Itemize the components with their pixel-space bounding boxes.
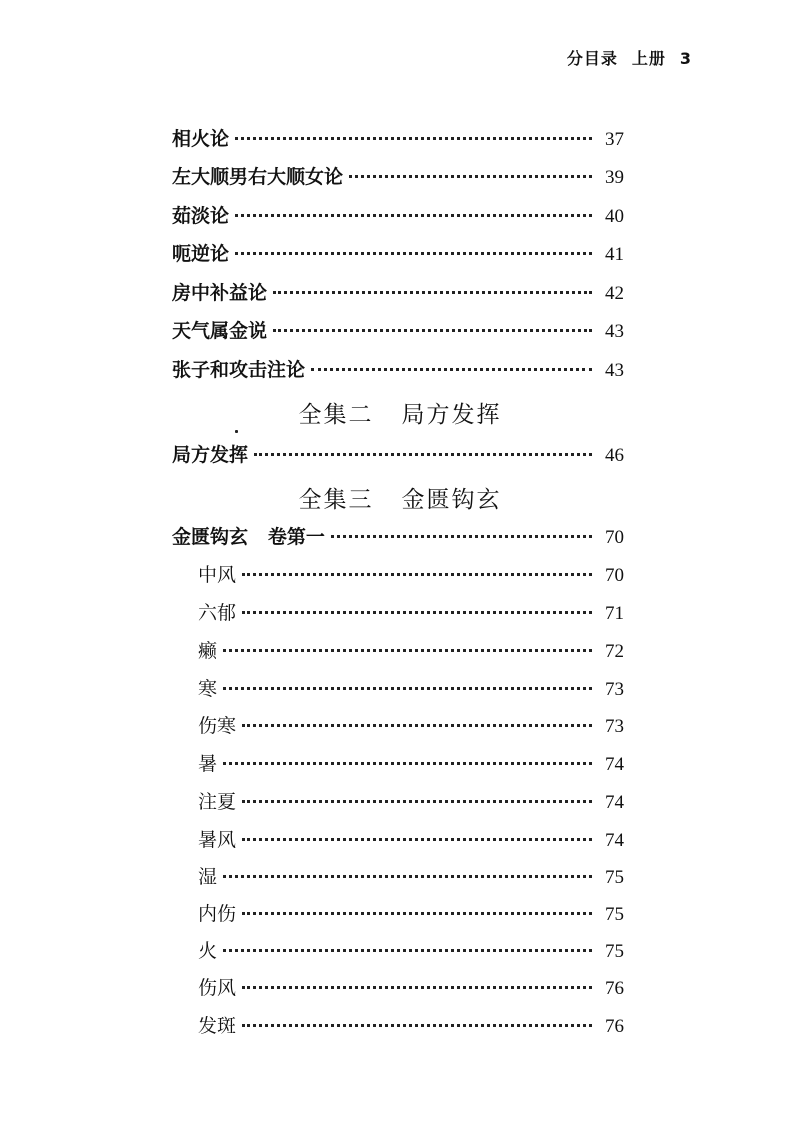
dot-leader	[311, 368, 592, 371]
toc-entry[interactable]	[172, 239, 624, 269]
toc-entry[interactable]	[172, 355, 624, 385]
toc-entry-page: 43	[605, 321, 624, 342]
toc-entry-title: 伤寒	[198, 715, 237, 737]
section-heading-number: 全集三	[298, 487, 374, 513]
toc-entry-page: 71	[605, 603, 624, 624]
header-page-number: 3	[679, 49, 692, 68]
toc-entry-page: 75	[605, 867, 624, 888]
toc-entry-page: 74	[605, 754, 624, 775]
dot-leader	[235, 214, 592, 217]
dot-leader	[331, 535, 592, 538]
toc-subentry[interactable]	[198, 973, 624, 1003]
dot-leader	[223, 762, 592, 765]
toc-entry-page: 70	[605, 527, 624, 548]
dot-leader	[235, 252, 592, 255]
toc-entry[interactable]	[172, 201, 624, 231]
print-speck	[235, 430, 238, 433]
toc-entry-title: 湿	[198, 866, 218, 888]
toc-entry-page: 41	[605, 244, 624, 265]
dot-leader	[242, 986, 592, 989]
header-section: 分目录	[566, 49, 618, 68]
toc-entry-page: 37	[605, 129, 624, 150]
toc-entry-page: 76	[605, 978, 624, 999]
toc-subentry[interactable]	[198, 862, 624, 892]
dot-leader	[349, 175, 592, 178]
toc-subentry[interactable]	[198, 936, 624, 966]
toc-entry-page: 74	[605, 792, 624, 813]
section-heading-title: 局方发挥	[401, 402, 502, 428]
toc-entry-title: 发斑	[198, 1015, 237, 1037]
toc-subentry[interactable]	[198, 598, 624, 628]
toc-entry-title: 火	[198, 940, 218, 962]
toc-entry[interactable]	[172, 124, 624, 154]
toc-entry-title: 茹淡论	[172, 205, 230, 227]
dot-leader	[273, 291, 592, 294]
toc-entry-page: 73	[605, 716, 624, 737]
dot-leader	[242, 611, 592, 614]
dot-leader	[235, 137, 592, 140]
toc-entry-title: 张子和攻击注论	[172, 359, 306, 381]
toc-entry[interactable]	[172, 316, 624, 346]
toc-entry[interactable]	[172, 440, 624, 470]
toc-entry-page: 40	[605, 206, 624, 227]
toc-entry-page: 74	[605, 830, 624, 851]
dot-leader	[254, 453, 592, 456]
toc-entry-page: 70	[605, 565, 624, 586]
toc-chapter-entry[interactable]	[172, 522, 624, 552]
toc-entry-page: 75	[605, 904, 624, 925]
dot-leader	[242, 724, 592, 727]
toc-subentry[interactable]	[198, 787, 624, 817]
dot-leader	[242, 1024, 592, 1027]
dot-leader	[242, 912, 592, 915]
section-heading	[0, 396, 800, 429]
toc-entry-title: 癞	[198, 640, 218, 662]
header-volume: 上册	[631, 49, 666, 68]
dot-leader	[223, 687, 592, 690]
toc-subentry[interactable]	[198, 899, 624, 929]
toc-entry-title: 局方发挥	[172, 444, 249, 466]
toc-entry-title: 相火论	[172, 128, 230, 150]
toc-subentry[interactable]	[198, 674, 624, 704]
section-heading-title: 金匮钩玄	[401, 487, 502, 513]
section-heading	[0, 481, 800, 514]
toc-entry-title: 内伤	[198, 903, 237, 925]
toc-entry-title: 注夏	[198, 791, 237, 813]
toc-subentry[interactable]	[198, 636, 624, 666]
toc-entry-title: 金匮钩玄 卷第一	[172, 526, 325, 548]
toc-entry-page: 39	[605, 167, 624, 188]
toc-entry-title: 暑	[198, 753, 218, 775]
toc-subentry[interactable]	[198, 711, 624, 741]
toc-entry-title: 寒	[198, 678, 218, 700]
toc-entry-title: 伤风	[198, 977, 237, 999]
dot-leader	[242, 838, 592, 841]
toc-entry-title: 呃逆论	[172, 243, 230, 265]
toc-entry-page: 46	[605, 445, 624, 466]
toc-entry-page: 76	[605, 1016, 624, 1037]
toc-entry-page: 72	[605, 641, 624, 662]
dot-leader	[242, 800, 592, 803]
dot-leader	[273, 329, 592, 332]
dot-leader	[223, 649, 592, 652]
toc-entry-title: 暑风	[198, 829, 237, 851]
toc-entry-title: 左大顺男右大顺女论	[172, 166, 344, 188]
toc-entry-title: 天气属金说	[172, 320, 268, 342]
toc-entry-page: 75	[605, 941, 624, 962]
toc-entry-title: 中风	[198, 564, 237, 586]
toc-entry-title: 房中补益论	[172, 282, 268, 304]
toc-entry[interactable]	[172, 162, 624, 192]
dot-leader	[223, 875, 592, 878]
toc-entry-page: 73	[605, 679, 624, 700]
section-heading-number: 全集二	[298, 402, 374, 428]
toc-entry-title: 六郁	[198, 602, 237, 624]
toc-entry[interactable]	[172, 278, 624, 308]
toc-subentry[interactable]	[198, 825, 624, 855]
toc-subentry[interactable]	[198, 749, 624, 779]
dot-leader	[242, 573, 592, 576]
toc-subentry[interactable]	[198, 560, 624, 590]
dot-leader	[223, 949, 592, 952]
toc-entry-page: 43	[605, 360, 624, 381]
toc-entry-page: 42	[605, 283, 624, 304]
toc-subentry[interactable]	[198, 1011, 624, 1041]
running-header	[567, 46, 692, 69]
